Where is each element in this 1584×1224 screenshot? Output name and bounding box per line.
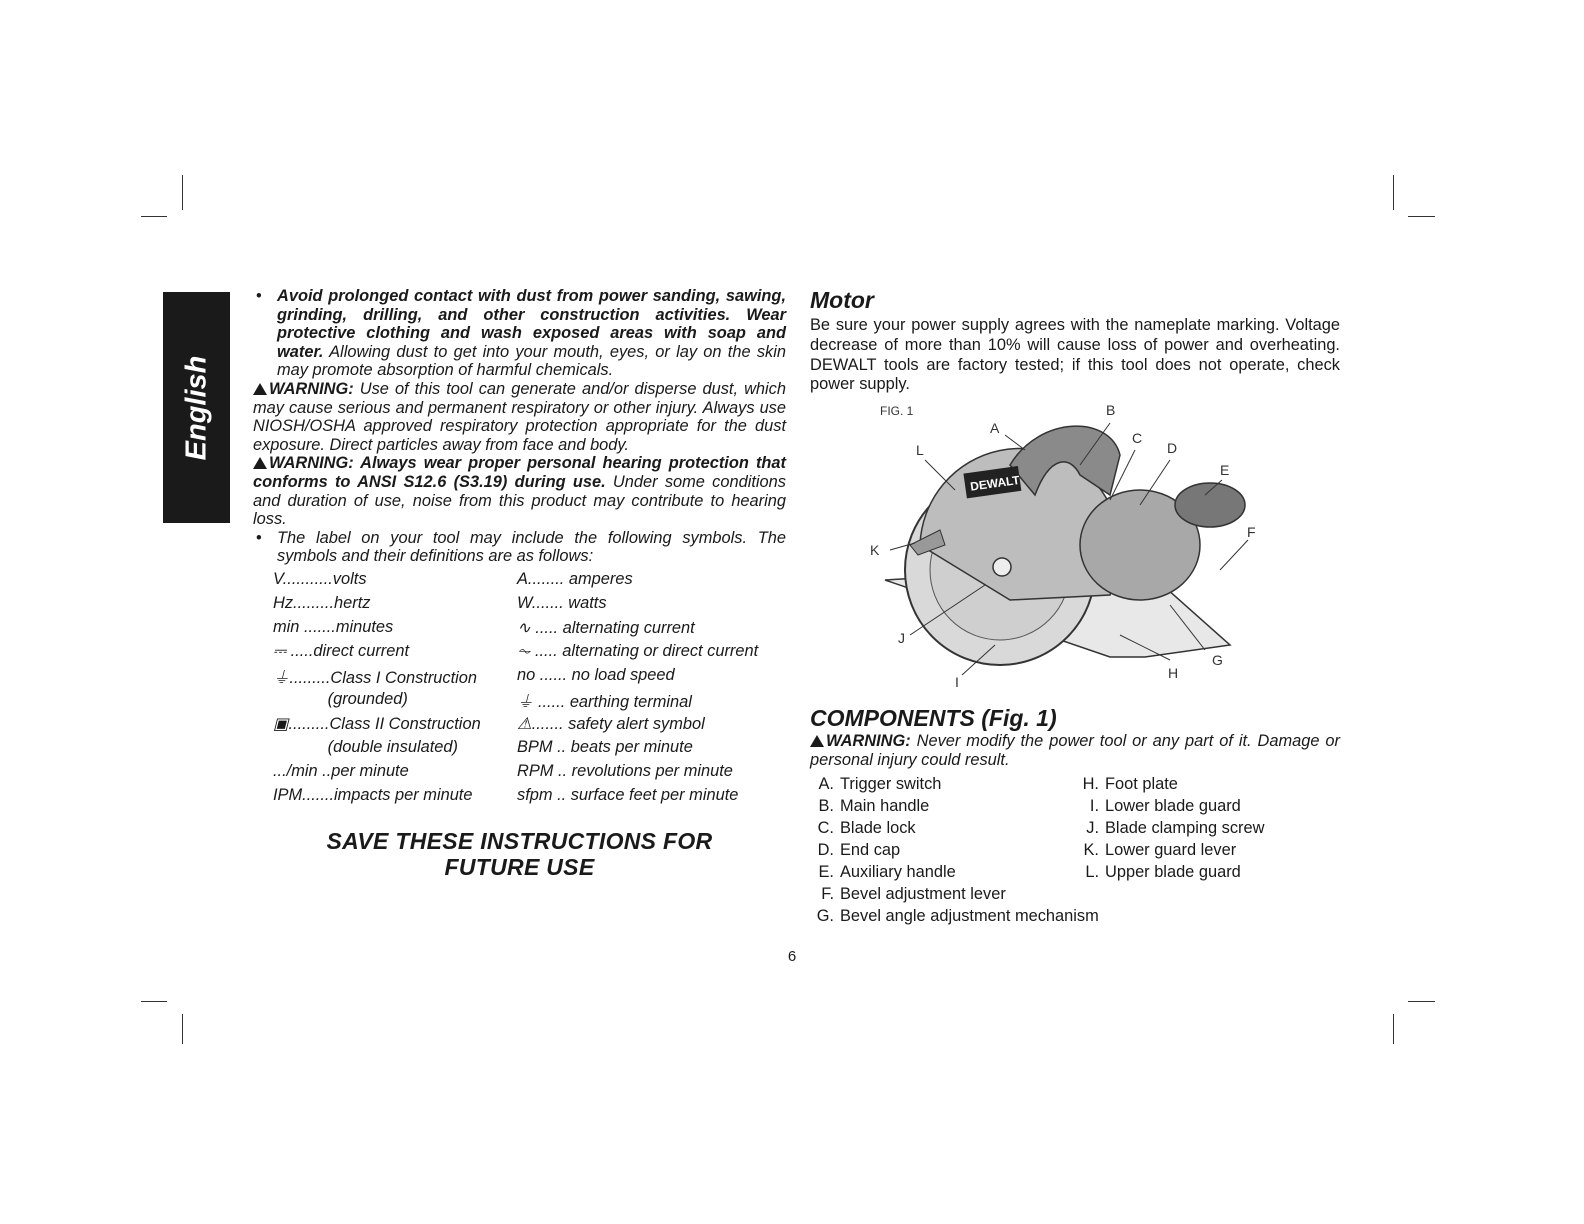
symbol-def: ⏚.........Class I Construction [273, 668, 478, 687]
item-name: Bevel adjustment lever [840, 885, 1006, 904]
item-name: Blade clamping screw [1105, 819, 1265, 838]
hearing-warning-bold: WARNING: Always wear proper personal hearing protection that conforms to ANSI S12.6 (S3.19) during use. [253, 454, 786, 491]
item-letter: L. [1085, 863, 1099, 882]
motor-heading: Motor [810, 287, 874, 313]
symbols-table [273, 568, 786, 808]
symbol-row [273, 760, 786, 784]
list-item [810, 797, 1075, 819]
aux-handle-shape [1175, 483, 1245, 527]
components-heading: COMPONENTS (Fig. 1) [810, 705, 1057, 732]
symbol-def: .../min ..per minute [273, 762, 409, 781]
dust-bullet [253, 287, 786, 380]
item-name: Main handle [840, 797, 930, 816]
item-name: Lower guard lever [1105, 841, 1237, 860]
list-item [810, 885, 1075, 907]
crop-mark [1393, 175, 1394, 210]
symbol-def: ⎓ .....direct current [273, 642, 410, 661]
item-letter: B. [818, 797, 834, 816]
item-name: Trigger switch [840, 775, 942, 794]
callout-l: L [916, 442, 924, 459]
list-item [1075, 775, 1340, 797]
callout-c: C [1132, 430, 1143, 447]
list-item [1075, 797, 1340, 819]
item-letter: C. [817, 819, 834, 838]
list-item [1075, 819, 1340, 841]
blade-screw-shape [993, 558, 1011, 576]
callout-b: B [1106, 402, 1116, 419]
left-column [253, 287, 786, 880]
hearing-warning [253, 454, 786, 528]
symbol-def: no ...... no load speed [517, 666, 675, 685]
list-item [1075, 841, 1340, 863]
save-line-1: SAVE THESE INSTRUCTIONS FOR [326, 827, 713, 854]
symbol-row [273, 664, 786, 688]
item-letter: G. [816, 907, 834, 926]
safety-alert-icon [810, 735, 824, 747]
crop-mark [141, 1001, 167, 1002]
symbol-def: V...........volts [273, 570, 367, 589]
list-item [810, 863, 1075, 885]
callout-e: E [1220, 462, 1230, 479]
symbol-def: Hz.........hertz [273, 594, 371, 613]
list-item [810, 819, 1075, 841]
list-item [810, 775, 1075, 797]
crop-mark [1408, 1001, 1435, 1002]
figure-1 [810, 395, 1340, 703]
components-list [810, 775, 1340, 929]
crop-mark [1393, 1014, 1394, 1044]
callout-h: H [1168, 665, 1179, 682]
symbol-def: ∿ ..... alternating current [517, 618, 695, 637]
callout-d: D [1167, 440, 1178, 457]
crop-mark [1408, 216, 1435, 217]
symbol-row [273, 784, 786, 808]
symbol-row [273, 568, 786, 592]
components-col-2 [1075, 775, 1340, 929]
item-name: Blade lock [840, 819, 916, 838]
safety-alert-icon [253, 457, 267, 469]
symbol-def: min .......minutes [273, 618, 394, 637]
symbol-def: IPM.......impacts per minute [273, 786, 473, 805]
item-letter: H. [1082, 775, 1099, 794]
item-name: Lower blade guard [1105, 797, 1241, 816]
item-letter: I. [1089, 797, 1099, 816]
dust-warning-text: Use of this tool can generate and/or disperse dust, which may cause serious and permanent respiratory or other injury. Always use NIOSH/OSHA approved respiratory protection appropriate for the dust exposure. Direct particles away from face and body. [253, 379, 786, 454]
symbol-def: (grounded) [273, 690, 408, 709]
symbol-def: W....... watts [517, 594, 607, 613]
page-number: 6 [787, 948, 797, 965]
crop-mark [141, 216, 167, 217]
item-name: Foot plate [1105, 775, 1178, 794]
save-instructions-heading [253, 828, 786, 880]
callout-k: K [870, 542, 880, 559]
crop-mark [182, 1014, 183, 1044]
motor-text: Be sure your power supply agrees with the nameplate marking. Voltage decrease of more than 10% will cause loss of power and overheating. DEWALT tools are factory tested; if this tool does not operate, check power supply. [810, 316, 1340, 394]
warning-label: WARNING: [269, 379, 354, 398]
right-column [810, 287, 1340, 929]
list-item [810, 841, 1075, 863]
callout-i: I [955, 674, 959, 691]
dust-warning [253, 380, 786, 454]
safety-alert-icon [253, 383, 267, 395]
symbol-row [273, 640, 786, 664]
brand-logo: DEWALT [969, 473, 1021, 494]
figure-label: FIG. 1 [880, 404, 914, 419]
symbol-def: ⚠....... safety alert symbol [517, 714, 705, 733]
save-line-2: FUTURE USE [444, 853, 595, 880]
symbol-def: ⏦ ..... alternating or direct current [517, 642, 759, 661]
symbols-intro: The label on your tool may include the following symbols. The symbols and their definitions are as follows: [277, 528, 786, 566]
callout-j: J [898, 630, 905, 647]
dust-bullet-bold: Avoid prolonged contact with dust from power sanding, sawing, grinding, drilling, and other construction activities. Wear protective clothing and wash exposed areas with soap and water. [277, 287, 786, 361]
components-warning-text: Never modify the power tool or any part of it. Damage or personal injury could result. [810, 732, 1340, 769]
symbol-row [273, 712, 786, 736]
symbols-bullet [253, 529, 786, 566]
item-letter: A. [818, 775, 834, 794]
bullet-dot: • [256, 528, 262, 547]
circular-saw-illustration [810, 395, 1340, 703]
components-col-1 [810, 775, 1099, 929]
list-item [1075, 863, 1340, 885]
callout-g: G [1212, 652, 1223, 669]
warning-label: WARNING: [826, 732, 911, 751]
item-name: End cap [840, 841, 901, 860]
item-letter: E. [818, 863, 834, 882]
hearing-warning-text: Under some conditions and duration of use, noise from this product may contribute to hearing loss. [253, 472, 786, 529]
item-letter: K. [1083, 841, 1099, 860]
symbol-def: (double insulated) [273, 738, 458, 757]
symbol-def: RPM .. revolutions per minute [517, 762, 733, 781]
symbol-row [273, 736, 786, 760]
dust-bullet-text: Allowing dust to get into your mouth, eyes, or lay on the skin may promote absorption of harmful chemicals. [277, 342, 786, 380]
symbol-row [273, 592, 786, 616]
bullet-dot: • [256, 287, 262, 305]
crop-mark [182, 175, 183, 210]
symbol-def: BPM .. beats per minute [517, 738, 693, 757]
language-tab [163, 292, 230, 523]
symbol-row [273, 688, 786, 712]
symbol-def: sfpm .. surface feet per minute [517, 786, 739, 805]
components-warning [810, 732, 1340, 769]
item-name: Auxiliary handle [840, 863, 956, 882]
item-name: Bevel angle adjustment mechanism [840, 907, 1099, 926]
symbol-def: ⏚ ...... earthing terminal [517, 692, 692, 711]
callout-f: F [1247, 524, 1256, 541]
symbol-def: A........ amperes [517, 570, 633, 589]
item-letter: F. [821, 885, 834, 904]
item-name: Upper blade guard [1105, 863, 1241, 882]
callout-a: A [990, 420, 1000, 437]
symbol-row [273, 616, 786, 640]
language-tab-label: English [180, 355, 212, 460]
item-letter: J. [1086, 819, 1099, 838]
item-letter: D. [817, 841, 834, 860]
symbol-def: ▣.........Class II Construction [273, 714, 481, 733]
